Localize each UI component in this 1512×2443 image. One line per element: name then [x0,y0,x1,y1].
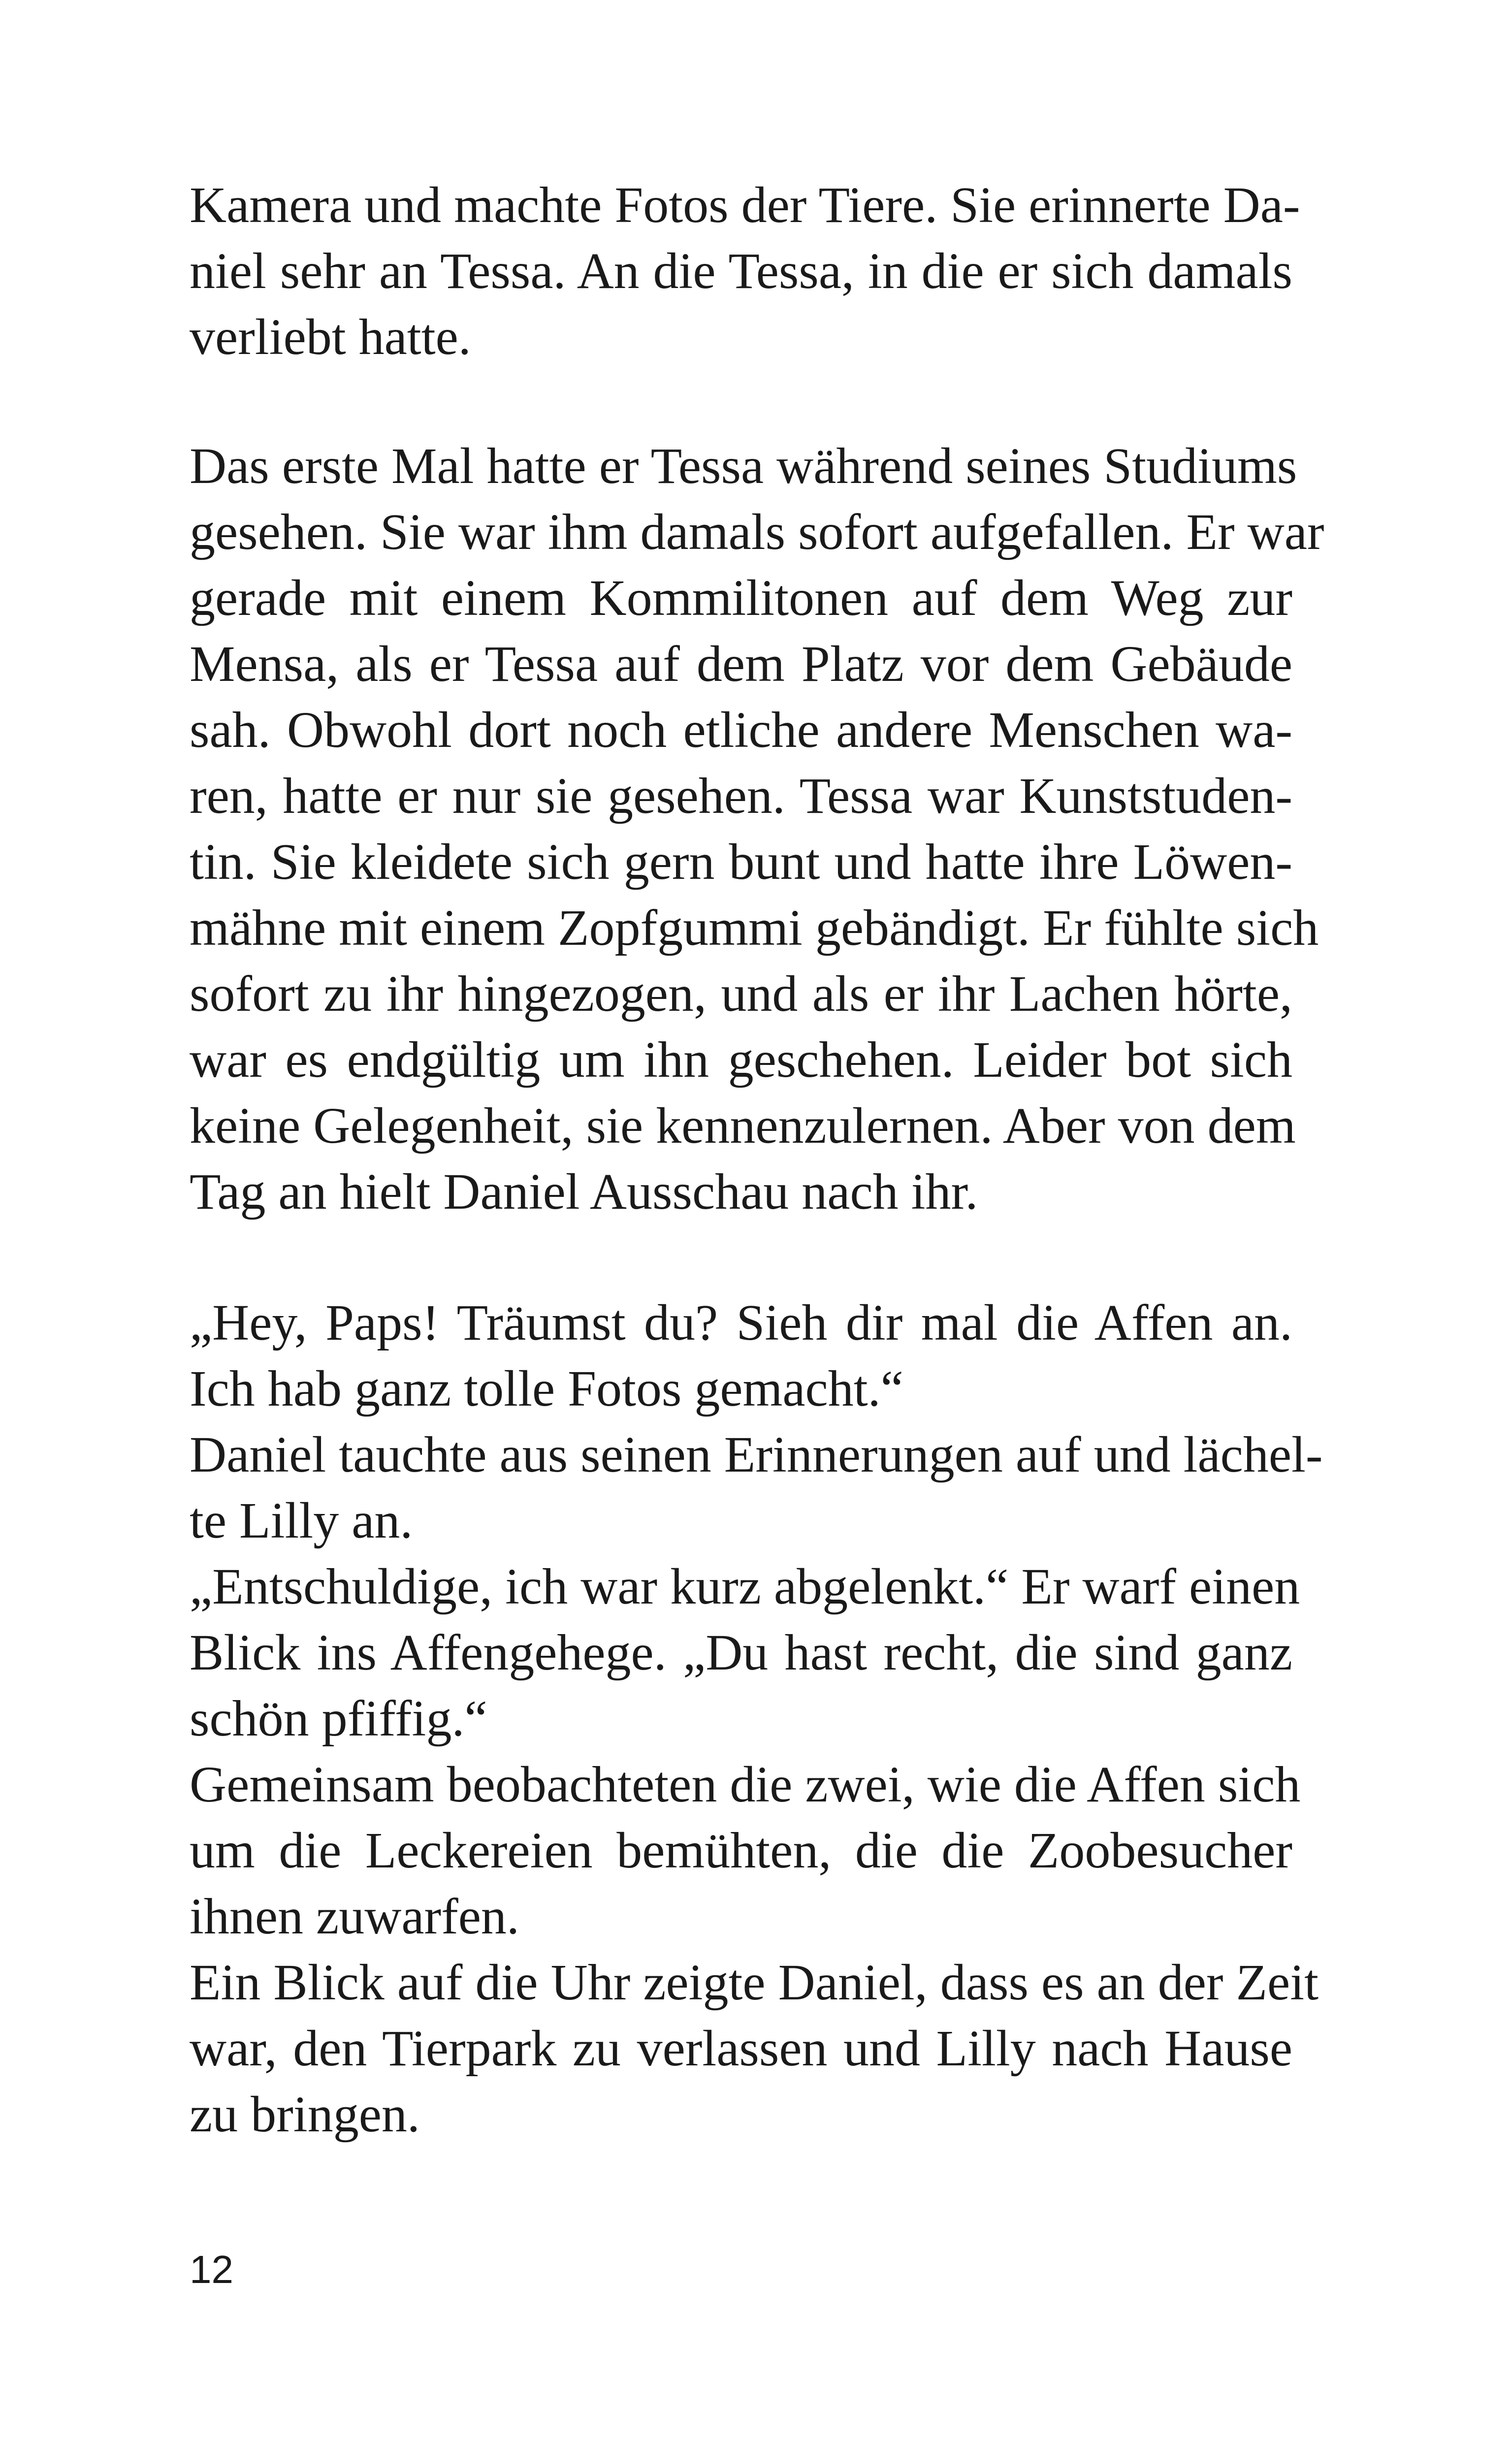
text-line: verliebt hatte. [190,309,471,365]
text-line: schön pfiffig.“ [190,1690,487,1747]
text-line: Gemeinsam beobachteten die zwei, wie die Affen sich [190,1756,1301,1813]
paragraph-2 [190,433,1324,1225]
text-line: „Hey, Paps! Träumst du? Sieh dir mal die Affen an. [190,1294,1292,1351]
text-line: war, den Tierpark zu verlassen und Lilly nach Hause [190,2020,1292,2077]
text-line: Mensa, als er Tessa auf dem Platz vor dem Gebäude [190,636,1292,692]
text-line: war es endgültig um ihn geschehen. Leider bot sich [190,1031,1292,1088]
text-line: Tag an hielt Daniel Ausschau nach ihr. [190,1163,978,1220]
text-line: „Entschuldige, ich war kurz abgelenkt.“ Er warf einen [190,1558,1300,1615]
text-line: Blick ins Affengehege. „Du hast recht, die sind ganz [190,1624,1292,1681]
text-line: ren, hatte er nur sie gesehen. Tessa war Kunststuden- [190,768,1292,824]
text-line: niel sehr an Tessa. An die Tessa, in die er sich damals [190,243,1292,299]
text-line: gerade mit einem Kommilitonen auf dem Weg zur [190,570,1292,626]
text-line: te Lilly an. [190,1492,413,1549]
paragraph-3 [190,1290,1323,2148]
text-line: um die Leckereien bemühten, die die Zoobesucher [190,1822,1292,1879]
text-line: Ein Blick auf die Uhr zeigte Daniel, dass es an der Zeit [190,1954,1319,2011]
text-line: sofort zu ihr hingezogen, und als er ihr Lachen hörte, [190,965,1292,1022]
text-line: Ich hab ganz tolle Fotos gemacht.“ [190,1360,903,1417]
text-line: sah. Obwohl dort noch etliche andere Menschen wa- [190,702,1292,758]
text-line: Daniel tauchte aus seinen Erinnerungen auf und lächel- [190,1426,1323,1483]
text-line: gesehen. Sie war ihm damals sofort aufgefallen. Er war [190,504,1324,560]
text-line: keine Gelegenheit, sie kennenzulernen. Aber von dem [190,1097,1296,1154]
text-line: ihnen zuwarfen. [190,1888,519,1945]
text-line: Kamera und machte Fotos der Tiere. Sie erinnerte Da- [190,177,1300,233]
paragraph-1 [190,172,1300,370]
text-line: zu bringen. [190,2086,420,2143]
text-line: Das erste Mal hatte er Tessa während seines Studiums [190,438,1297,494]
text-line: tin. Sie kleidete sich gern bunt und hatte ihre Löwen- [190,834,1292,890]
page-number: 12 [190,2248,233,2291]
text-line: mähne mit einem Zopfgummi gebändigt. Er fühlte sich [190,900,1319,956]
